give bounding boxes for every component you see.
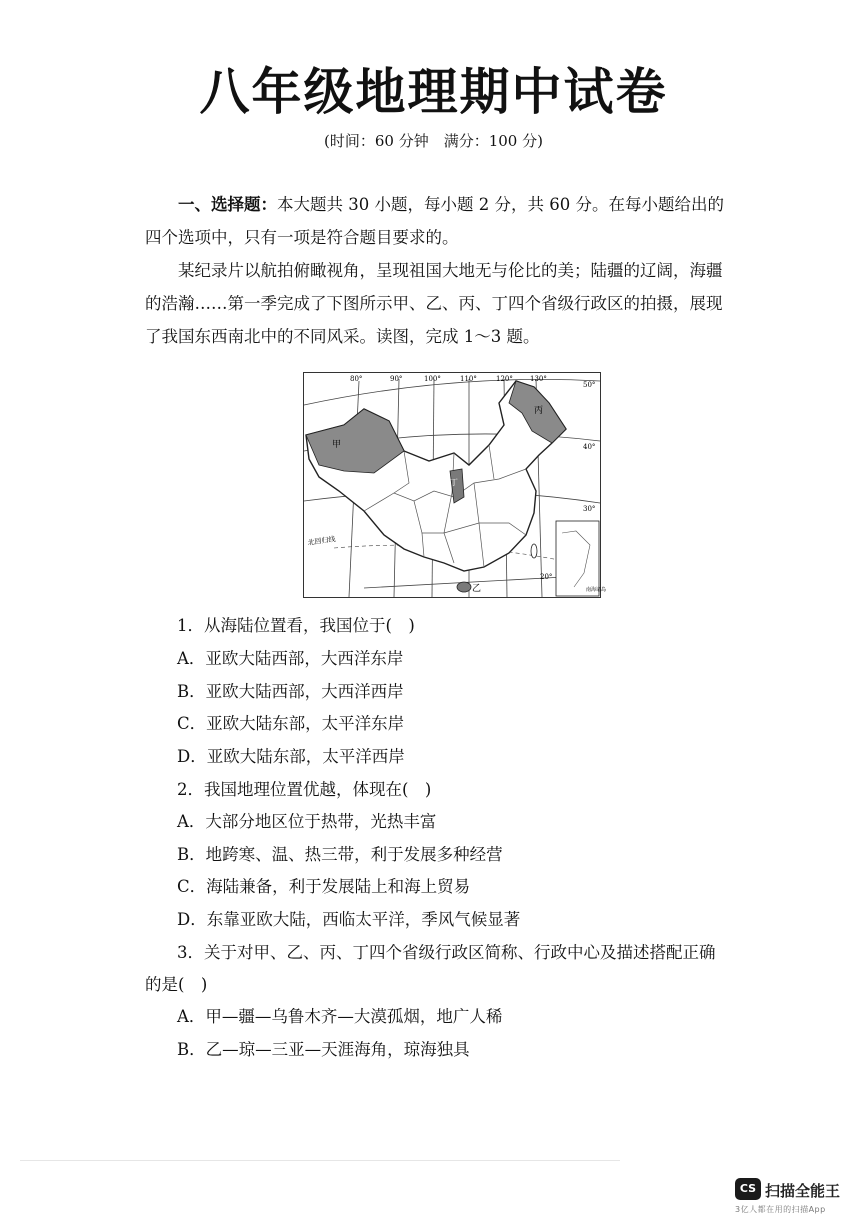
label-jia: 甲: [332, 440, 342, 450]
brand-name: 扫描全能王: [765, 1182, 841, 1200]
question-2-stem: 2．我国地理位置优越，体现在( ): [177, 780, 432, 799]
lat-30: 30°: [583, 505, 596, 513]
lon-120: 120°: [496, 375, 513, 383]
question-1-option-a: A．亚欧大陆西部，大西洋东岸: [177, 649, 404, 668]
question-2-option-d: D．东靠亚欧大陆，西临太平洋，季风气候显著: [177, 910, 521, 929]
question-1-option-d: D．亚欧大陆东部，太平洋西岸: [177, 747, 405, 766]
question-3-option-a: A．甲—疆—乌鲁木齐—大漠孤烟，地广人稀: [177, 1007, 503, 1026]
question-1-stem: 1．从海陆位置看，我国位于( ): [177, 616, 415, 635]
lat-40: 40°: [583, 443, 596, 451]
lat-20: 20°: [540, 573, 553, 581]
china-map-graphic: [304, 373, 607, 597]
section-instruction: [145, 188, 727, 254]
label-inset: 南海诸岛: [586, 587, 607, 593]
question-3-stem-line2: 的是( ): [145, 975, 208, 994]
question-1-option-c: C．亚欧大陆东部，太平洋东岸: [177, 714, 405, 733]
lon-130: 130°: [530, 375, 547, 383]
lon-110: 110°: [460, 375, 477, 383]
question-3-stem-line1: 3．关于对甲、乙、丙、丁四个省级行政区简称、行政中心及描述搭配正确: [177, 943, 716, 962]
exam-info: (时间：60 分钟 满分：100 分): [324, 132, 543, 150]
footer-divider: [20, 1160, 620, 1161]
label-tropic: 北回归线: [307, 535, 337, 547]
cs-logo-icon: CS: [735, 1178, 761, 1200]
section-text: 本大题共 30 小题，每小题 2 分，共 60 分。在每小题给出的四个选项中，只有一项是符合题目要求的。: [145, 195, 724, 247]
brand-tagline: 3亿人都在用的扫描App: [735, 1205, 826, 1214]
scanner-watermark: [735, 1178, 855, 1218]
label-yi: 乙: [472, 584, 482, 594]
label-bing: 丙: [534, 406, 544, 416]
page-title: 八年级地理期中试卷: [199, 63, 668, 121]
china-map: [303, 372, 607, 598]
question-1-option-b: B．亚欧大陆西部，大西洋西岸: [177, 682, 404, 701]
question-2-option-a: A．大部分地区位于热带，光热丰富: [177, 812, 437, 831]
question-2-option-c: C．海陆兼备，利于发展陆上和海上贸易: [177, 877, 471, 896]
label-ding: 丁: [450, 478, 458, 487]
question-3-option-b: B．乙—琼—三亚—天涯海角，琼海独具: [177, 1040, 470, 1059]
section-heading: 一、选择题：: [178, 195, 277, 214]
lat-50: 50°: [583, 381, 596, 389]
question-2-option-b: B．地跨寒、温、热三带，利于发展多种经营: [177, 845, 503, 864]
question-intro: 某纪录片以航拍俯瞰视角，呈现祖国大地无与伦比的美；陆疆的辽阔，海疆的浩瀚……第一季完成了下图所示甲、乙、丙、丁四个省级行政区的拍摄，展现了我国东西南北中的不同风采。读图，完成 1～3 题。: [145, 261, 723, 346]
lon-80: 80°: [350, 375, 363, 383]
lon-90: 90°: [390, 375, 403, 383]
lon-100: 100°: [424, 375, 441, 383]
